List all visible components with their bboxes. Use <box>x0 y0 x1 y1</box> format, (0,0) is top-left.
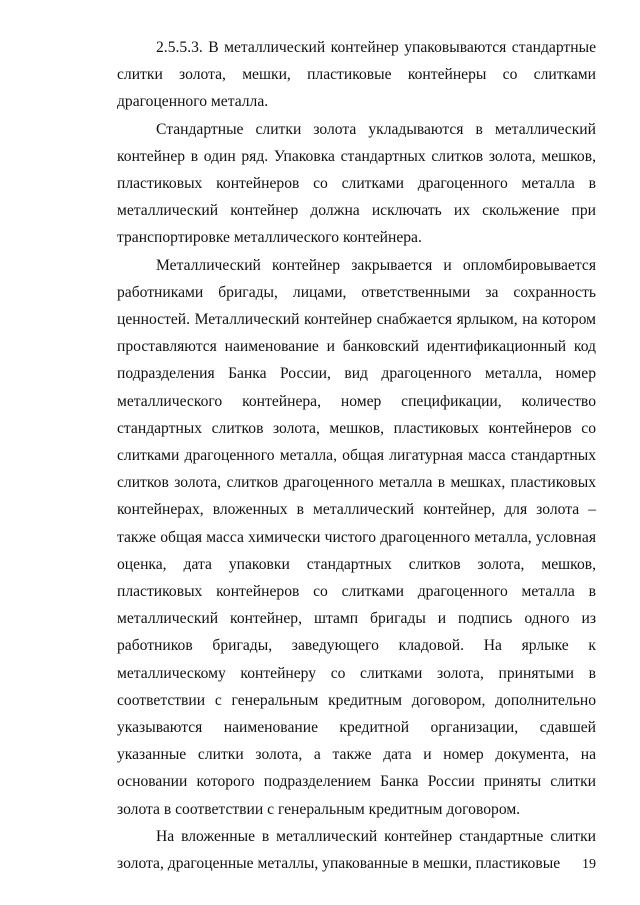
paragraph-container-sealing: Металлический контейнер закрывается и опломбировывается работниками бригады, лицами, ответственными за сохранность ценностей. Металлический контейнер снабжается ярлыком, на котором проставляются наименование и банковский идентификационный код подразделения Банка России, вид драгоценного металла, номер металлического контейнера, номер спецификации, количество стандартных слитков золота, мешков, пластиковых контейнеров со слитками драгоценного металла, общая лигатурная масса стандартных слитков золота, слитков драгоценного металла в мешках, пластиковых контейнерах, вложенных в металлический контейнер, для золота – также общая масса химически чистого драгоценного металла, условная оценка, дата упаковки стандартных слитков золота, мешков, пластиковых контейнеров со слитками драгоценного металла в металлический контейнер, штамп бригады и подпись одного из работников бригады, заведующего кладовой. На ярлыке к металлическому контейнеру со слитками золота, принятыми в соответствии с генеральным кредитным договором, дополнительно указываются наименование кредитной организации, сдавшей указанные слитки золота, а также дата и номер документа, на основании которого подразделением Банка России приняты слитки золота в соответствии с генеральным кредитным договором. <box>117 256 596 818</box>
paragraph-2-5-5-3: 2.5.5.3. В металлический контейнер упаковываются стандартные слитки золота, мешки, пластиковые контейнеры со слитками драгоценного металла. <box>117 39 596 111</box>
page-number: 19 <box>582 857 596 872</box>
paragraph-bars-placement: Стандартные слитки золота укладываются в металлический контейнер в один ряд. Упаковка стандартных слитков золота, мешков, пластиковых контейнеров со слитками драгоценного металла в металлический контейнер должна исключать их скольжение при транспортировке металлического контейнера. <box>117 120 596 247</box>
document-body <box>117 34 596 877</box>
paragraph-enclosed-items: На вложенные в металлический контейнер стандартные слитки золота, драгоценные металлы, упакованные в мешки, пластиковые <box>117 827 596 873</box>
